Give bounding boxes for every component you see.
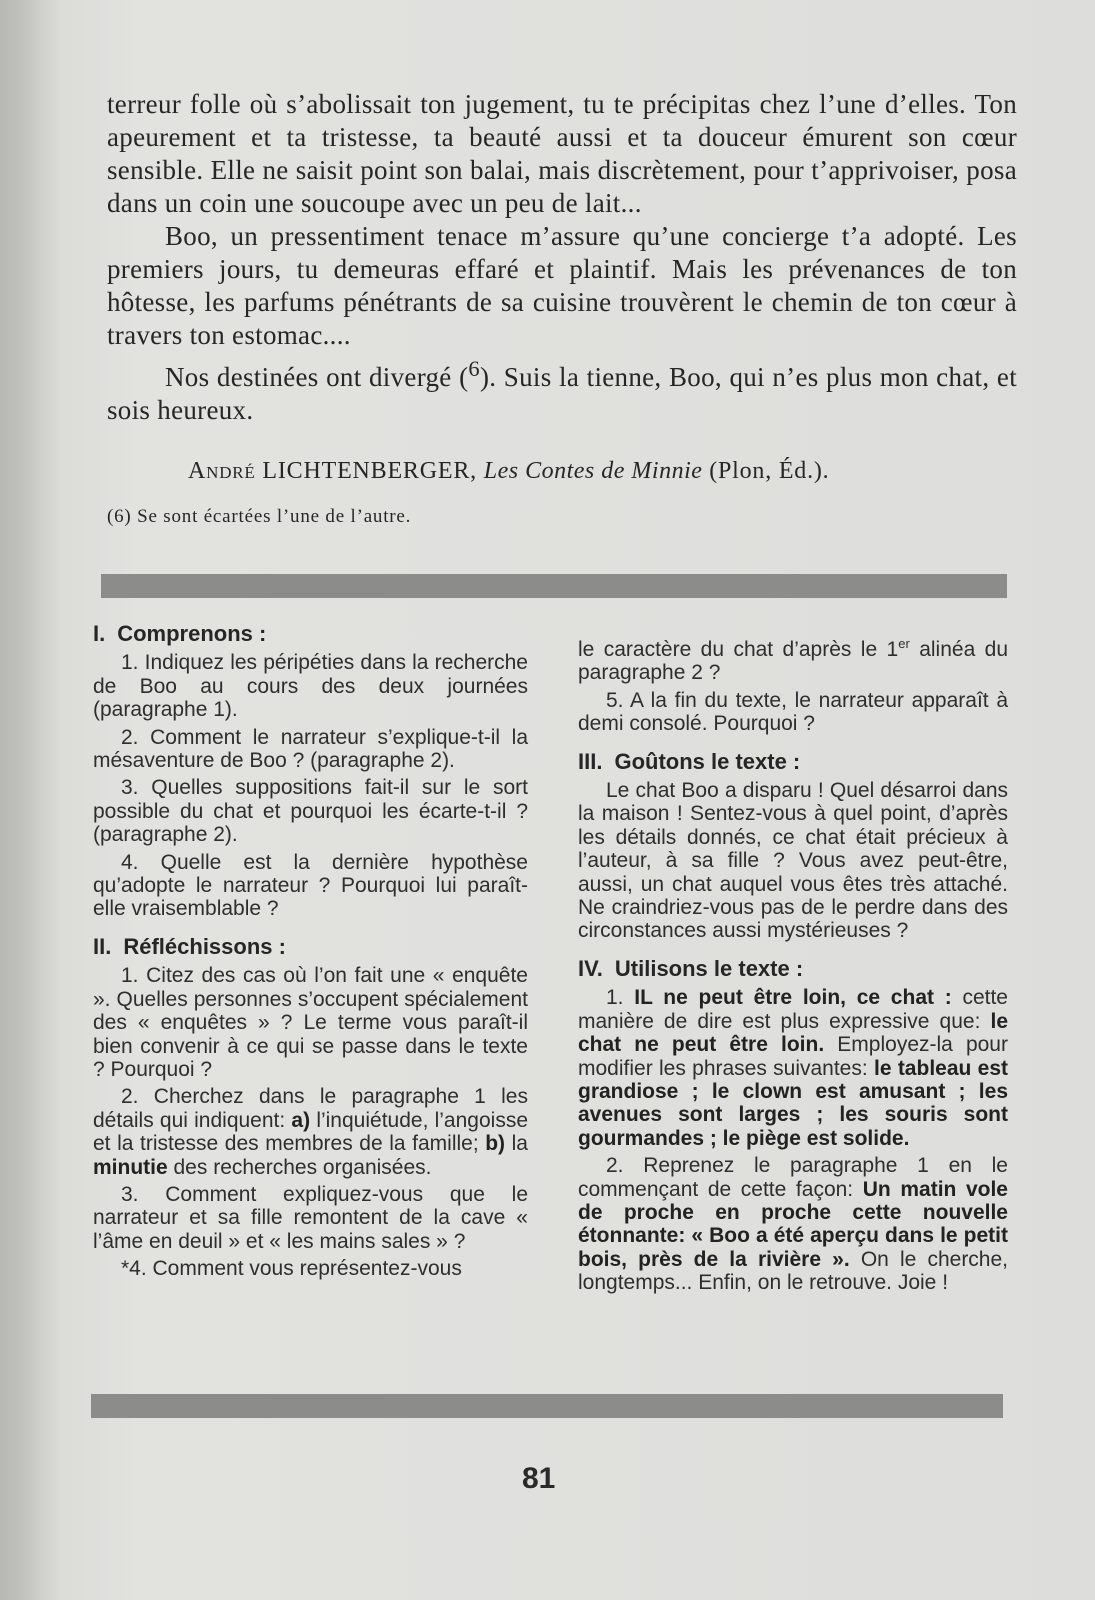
page-gutter-shadow (0, 0, 60, 1600)
question: 1. IL ne peut être loin, ce chat : cette manière de dire est plus expressive que: le chat ne peut être loin. Employez-la pour modifier les phrases suivantes: le tableau est grandiose ; le clown est amusant ; les avenues sont larges ; les souris sont gourmandes ; le piège est solide. (578, 986, 1008, 1150)
question: 4. Quelle est la dernière hypothèse qu’adopte le narrateur ? Pourquoi lui paraît-elle vraisemblable ? (93, 850, 528, 921)
section-heading-utilisons: IV. Utilisons le texte : (578, 955, 804, 981)
question: 1. Citez des cas où l’on fait une « enquête ». Quelles personnes s’occupent spécialement des « enquêtes » ? Le terme vous paraît-il bien convenir à ce qui se passe dans le texte ? Pourquoi ? (93, 964, 528, 1081)
publisher: (Plon, Éd.). (709, 458, 830, 484)
question: 3. Quelles suppositions fait-il sur le sort possible du chat et pourquoi les écarte-t-il ? (paragraphe 2). (93, 776, 528, 847)
footnote (107, 506, 411, 528)
question: 5. A la fin du texte, le narrateur apparaît à demi consolé. Pourquoi ? (578, 688, 1008, 736)
source-attribution (188, 458, 988, 485)
section-heading-comprenons: I. Comprenons : (93, 621, 267, 646)
question: *4. Comment vous représentez-vous (121, 1257, 462, 1281)
footnote-marker: (6) (107, 506, 132, 527)
author-first-name: André (188, 458, 256, 484)
literary-excerpt (107, 88, 1017, 427)
exercises-right-column (578, 632, 1008, 1299)
question-continued: le caractère du chat d’après le 1er alinéa du paragraphe 2 ? (578, 636, 1009, 685)
bottom-divider-bar (91, 1394, 1003, 1418)
section-heading-goutons: III. Goûtons le texte : (578, 748, 801, 774)
section-text: Le chat Boo a disparu ! Quel désarroi dans la maison ! Sentez-vous à quel point, d’après les détails donnés, ce chat était précieux à l’auteur, à sa fille ? Vous avez peut-être, aussi, un chat auquel vous êtes très attaché. Ne craindriez-vous pas de le perdre dans des circonstances aussi mystérieuses ? (578, 779, 1008, 943)
page-number: 81 (522, 1462, 556, 1495)
section-heading-reflechissons: II. Réfléchissons : (93, 933, 286, 959)
work-title: Les Contes de Minnie (483, 458, 703, 484)
excerpt-paragraph-3: Nos destinées ont divergé ($^6$). Suis la tienne, Boo, qui n’es plus mon chat, et sois heureux. (107, 356, 1017, 425)
top-divider-bar (101, 574, 1007, 598)
question: 2. Comment le narrateur s’explique-t-il la mésaventure de Boo ? (paragraphe 2). (93, 725, 528, 773)
footnote-text: Se sont écartées l’une de l’autre. (137, 506, 412, 527)
question: 1. Indiquez les péripéties dans la recherche de Boo au cours des deux journées (paragraphe 1). (93, 651, 528, 722)
author-last-name: LICHTENBERGER, (262, 458, 477, 484)
question: 3. Comment expliquez-vous que le narrateur et sa fille remontent de la cave « l’âme en deuil » et « les mains sales » ? (93, 1182, 528, 1253)
excerpt-paragraph-1: terreur folle où s’abolissait ton jugement, tu te précipitas chez l’une d’elles. Ton apeurement et ta tristesse, ta beauté aussi et ta douceur émurent son cœur sensible. Elle ne saisit point son balai, mais discrètement, pour t’apprivoiser, posa dans un coin une soucoupe avec un peu de lait... (107, 89, 1017, 218)
question: 2. Reprenez le paragraphe 1 en le commençant de cette façon: Un matin vole de proche en proche cette nouvelle étonnante: « Boo a été aperçu dans le petit bois, près de la rivière ». On le cherche, longtemps... Enfin, on le retrouve. Joie ! (578, 1154, 1009, 1295)
footnote-ref: 6 (468, 356, 480, 381)
exercises-left-column (93, 622, 528, 1285)
excerpt-paragraph-2: Boo, un pressentiment tenace m’assure qu’une concierge t’a adopté. Les premiers jours, tu demeuras effaré et plaintif. Mais les prévenances de ton hôtesse, les parfums pénétrants de sa cuisine trouvèrent le chemin de ton cœur à travers ton estomac.... (107, 221, 1017, 350)
question: 2. Cherchez dans le paragraphe 1 les détails qui indiquent: a) l’inquiétude, l’angoisse et la tristesse des membres de la famille; b) la minutie des recherches organisées. (93, 1085, 528, 1179)
